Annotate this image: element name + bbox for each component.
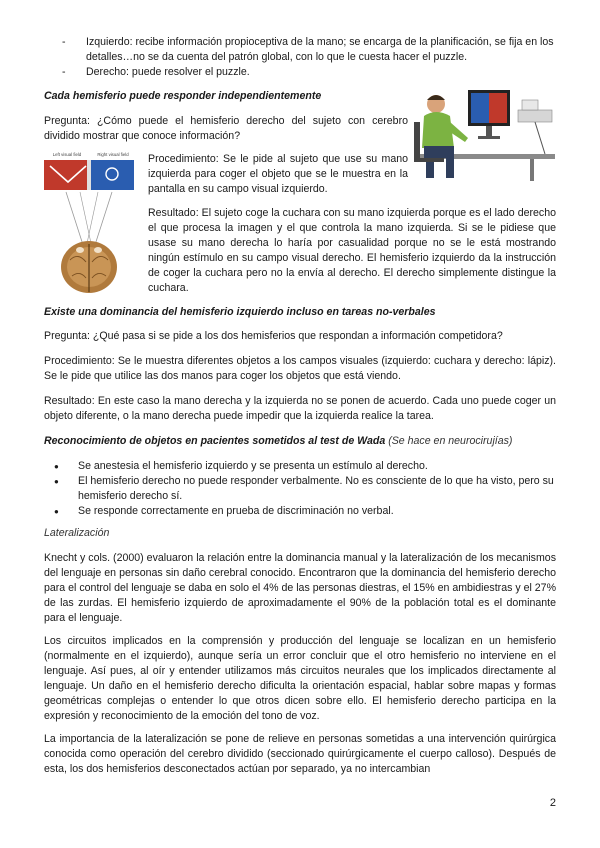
right-visual-field-label: Right visual field <box>97 152 129 157</box>
section-heading-wada <box>44 434 512 449</box>
lateralizacion-title: Lateralización <box>44 527 110 539</box>
list-item: ● Se anestesia el hemisferio izquierdo y se presenta un estímulo al derecho. <box>54 459 554 474</box>
wada-heading-text: Reconocimiento de objetos en pacientes sometidos al test de Wada <box>44 435 386 447</box>
lateralizacion-paragraph-3: La importancia de la lateralización se pone de relieve en personas sometidas a una intervención quirúrgica conocida como operación del cerebro dividido (seccionado quirúrgicamente el cuerpo calloso). Después de esta, los dos hemisferios desconectados actúan por separado, ya no intercambian <box>44 733 556 775</box>
list-item: ● Se responde correctamente en prueba de discriminación no verbal. <box>54 504 554 519</box>
dash-text: Izquierdo: recibe información propioceptiva de la mano; se encarga de la planificación, se fija en los detalles…no se da cuenta del patrón global, con lo que le cuesta hacer el puzzle. <box>86 36 554 63</box>
wada-bullet-list <box>54 459 554 519</box>
wada-heading-note: (Se hace en neurocirujías) <box>388 435 513 447</box>
lateralizacion-paragraph-1: Knecht y cols. (2000) evaluaron la relación entre la dominancia manual y la lateralización de los mecanismos del lenguaje en personas sin daño cerebral conocido. Encontraron que la dominancia del hemisferio derecho para el control del lenguaje se daba en solo el 4% de las personas diestras, el 15% en ambidiestras y el 27% de las zurdas. El hemisferio izquierdo de aproximadamente el 90% de la población total es el dominante para el lenguaje. <box>44 552 556 624</box>
lateralizacion-paragraph-2: Los circuitos implicados en la comprensión y producción del lenguaje se localizan en un hemisferio (normalmente en el izquierdo), aunque sería un error concluir que el otro hemisferio no interviene en el lenguaje. Así pues, al oír y entender utilizamos más circuitos neurales que los implicados directamente al lenguaje. Un daño en el hemisferio derecho dificulta la orientación espacial, hablar sobre mapas y formas geométricas complejas o entender lo que otros dicen sobre ello. El hemisferio derecho participa en la expresión y reconocimiento de la emoción del tono de voz. <box>44 635 556 722</box>
dash-item <box>62 65 562 80</box>
procedimiento-2: Procedimiento: Se le muestra diferentes objetos a los campos visuales (izquierdo: cuchara y derecho: lápiz). Se le pide que utilice las dos manos para coger los objetos que está viendo. <box>44 355 556 382</box>
resultado-2: Resultado: En este caso la mano derecha y la izquierda no se ponen de acuerdo. Cada uno puede coger un objeto diferente, o la mano derecha puede impedir que la izquierda realice la tarea. <box>44 395 556 422</box>
split-brain-figure <box>40 152 138 302</box>
pregunta-2: Pregunta: ¿Qué pasa si se pide a los dos hemisferios que respondan a información competidora? <box>44 330 503 342</box>
dash-marker: - <box>62 36 66 48</box>
resultado-1: Resultado: El sujeto coge la cuchara con su mano izquierda porque es el lado derecho el que procesa la imagen y el que controla la mano izquierda. Si se le pidiese que usase su mano derecha lo haría por casualidad porque no se le está mostrando ningún estímulo en su campo visual derecho. El hemisferio izquierdo da la instrucción de coger la cuchara pero no la envía al derecho. El derecho simplemente distingue la cuchara. <box>148 207 556 294</box>
dash-marker: - <box>62 66 66 78</box>
section-heading-dominancia: Existe una dominancia del hemisferio izquierdo incluso en tareas no-verbales <box>44 306 436 318</box>
section-heading-independiente: Cada hemisferio puede responder independientemente <box>44 90 322 102</box>
subject-at-computer-illustration <box>410 82 560 182</box>
pregunta-1: Pregunta: ¿Cómo puede el hemisferio derecho del sujeto con cerebro dividido mostrar que conoce información? <box>44 115 408 142</box>
dash-text: Derecho: puede resolver el puzzle. <box>86 66 250 78</box>
dash-item <box>62 35 562 65</box>
left-visual-field-label: Left visual field <box>52 152 82 157</box>
procedimiento-1: Procedimiento: Se le pide al sujeto que use su mano izquierda para coger el objeto que se le muestra en la pantalla en su campo visual izquierdo. <box>148 153 408 195</box>
page-number: 2 <box>549 797 556 809</box>
list-item: ● El hemisferio derecho no puede responder verbalmente. No es consciente de lo que ha visto, pero su hemisferio derecho sí. <box>54 474 554 504</box>
